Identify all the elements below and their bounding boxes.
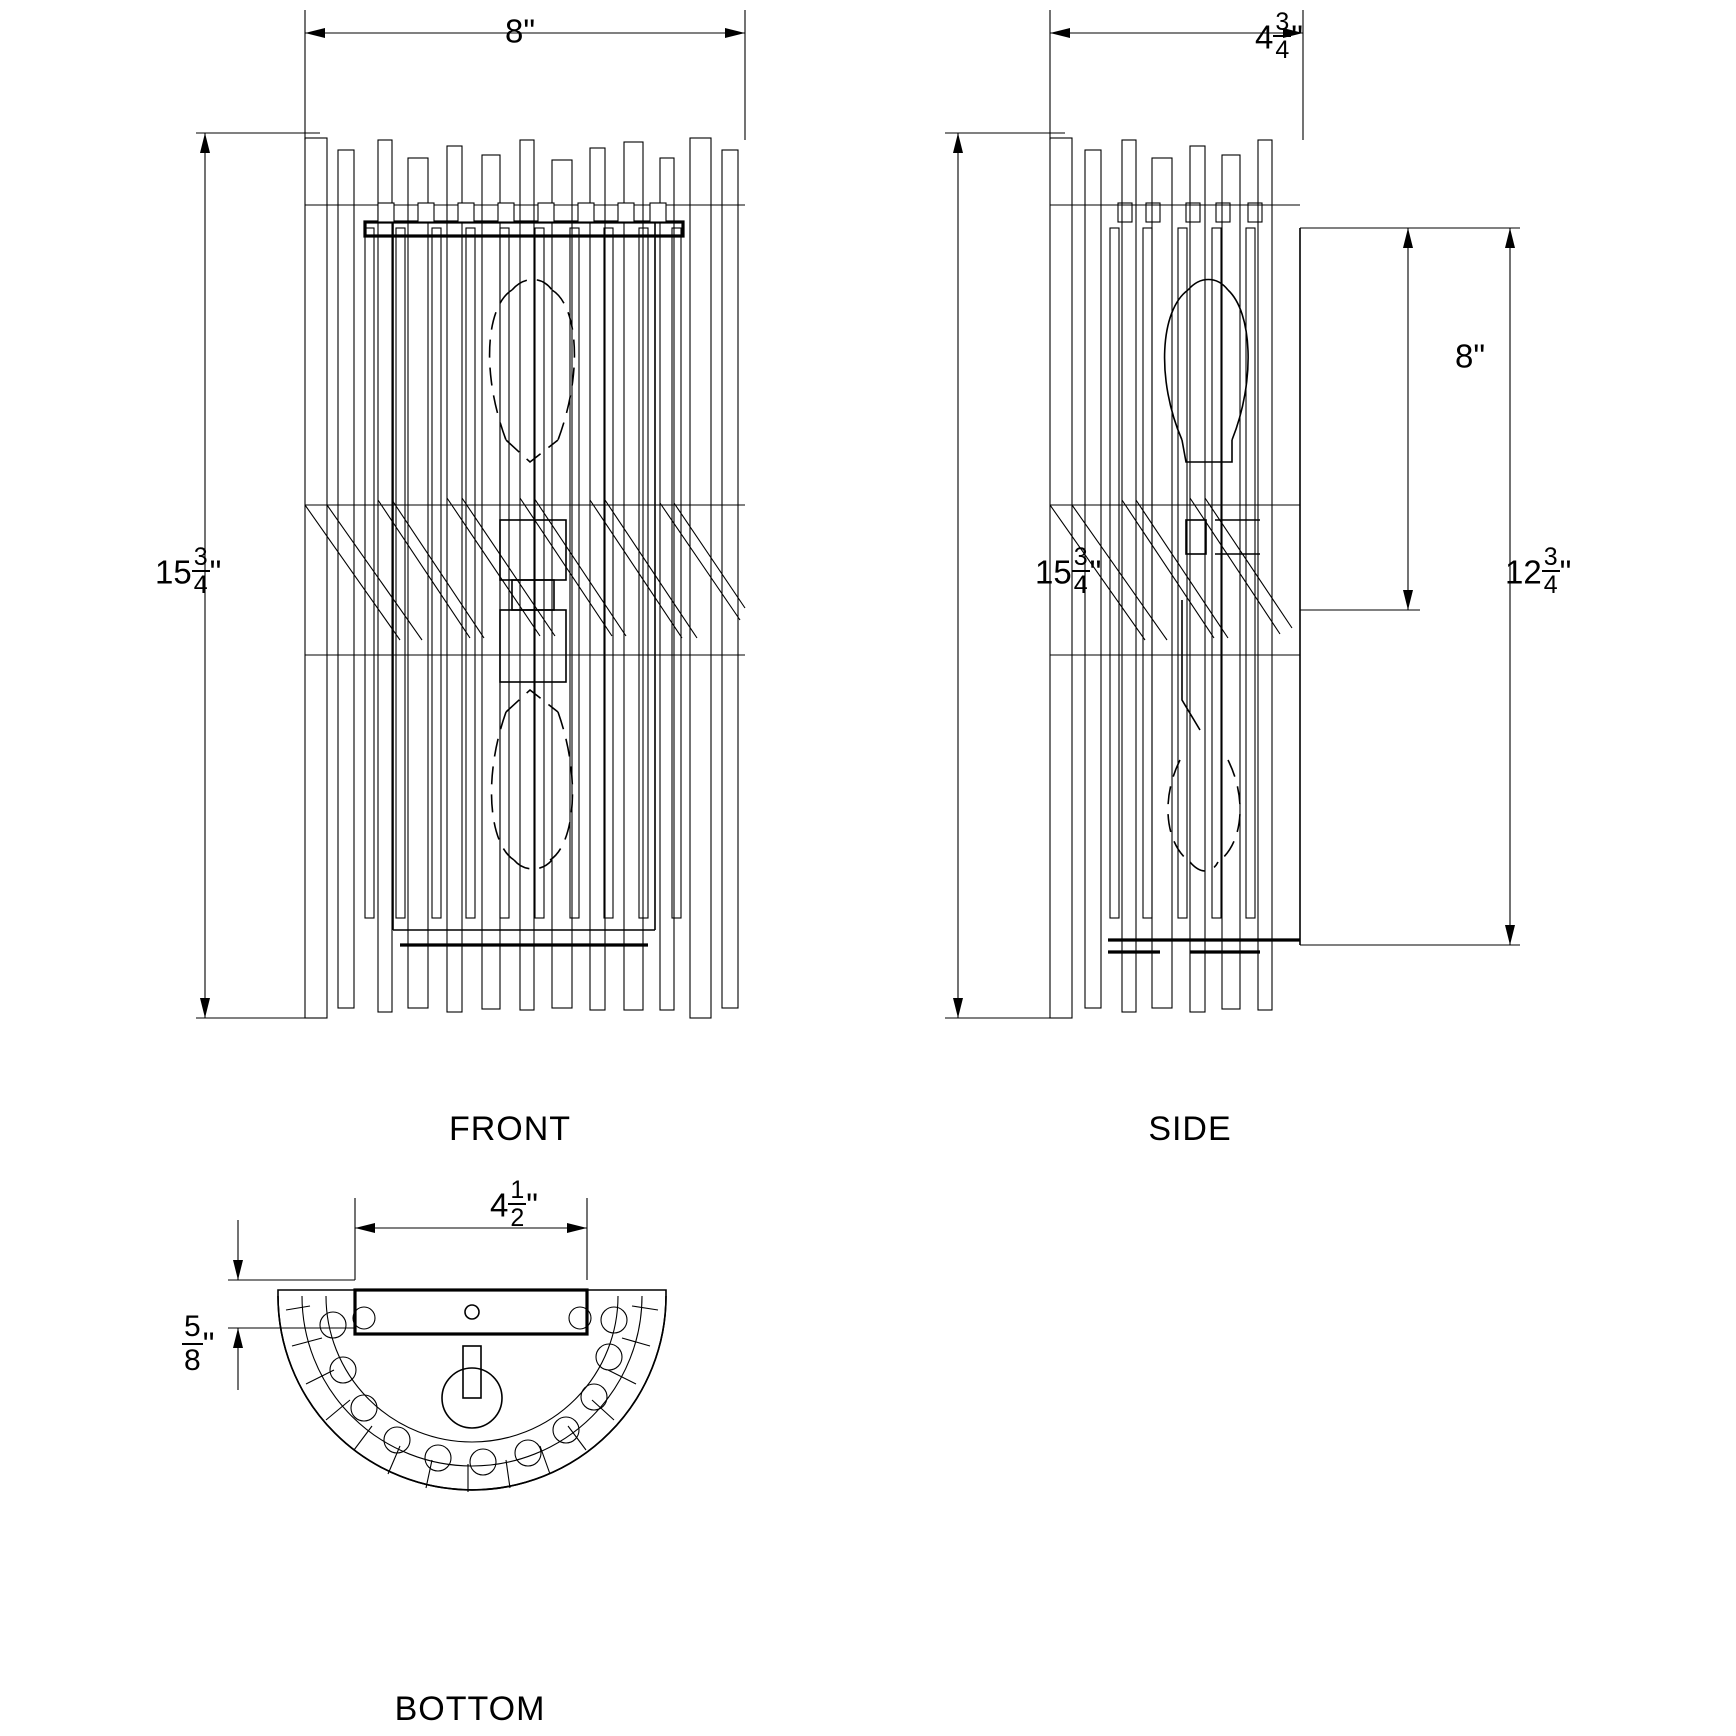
bottom-body (278, 1290, 666, 1492)
bottom-rod-ends (320, 1307, 627, 1475)
front-angled-facets (305, 205, 745, 655)
side-view-label: SIDE (1148, 1110, 1232, 1148)
front-view (0, 0, 800, 1148)
bottom-backplate-dim-text: $\frac{5}{8}$ " (184, 1310, 215, 1377)
front-view-geometry (0, 0, 800, 1100)
side-view (860, 0, 1736, 1148)
front-top-clips (378, 203, 666, 222)
side-depth-dim-text: 4 $\frac{3}{4}$ " (1255, 8, 1303, 65)
front-height-dim-text: 15 $\frac{3}{4}$ " (155, 543, 222, 600)
bottom-view (150, 1250, 850, 1730)
bottom-backplate-dim (228, 1220, 355, 1390)
side-inner-upper-dimension (1300, 228, 1420, 610)
side-inner-rods (1110, 228, 1255, 918)
front-inner-rods (365, 228, 681, 918)
side-view-geometry (860, 0, 1736, 1100)
bottom-view-geometry (150, 1250, 850, 1730)
side-backplate (1108, 203, 1300, 952)
side-body-height-dimension (1300, 228, 1520, 945)
side-inner-upper-dim-text: 8" (1455, 337, 1486, 375)
bottom-width-dim-text: 4 $\frac{1}{2}$ " (490, 1176, 538, 1233)
bottom-view-label: BOTTOM (394, 1690, 546, 1728)
side-height-dim-text: 15 $\frac{3}{4}$ " (1035, 543, 1102, 600)
front-top-bar (365, 203, 683, 236)
side-body-height-dim-text: 12 $\frac{3}{4}$ " (1505, 543, 1572, 600)
front-width-dim-text: 8" (505, 12, 536, 50)
bottom-width-dimension (355, 1198, 587, 1280)
front-vertical-slats (305, 138, 738, 1018)
front-hidden-bulb (490, 280, 575, 870)
front-view-label: FRONT (448, 1110, 572, 1148)
